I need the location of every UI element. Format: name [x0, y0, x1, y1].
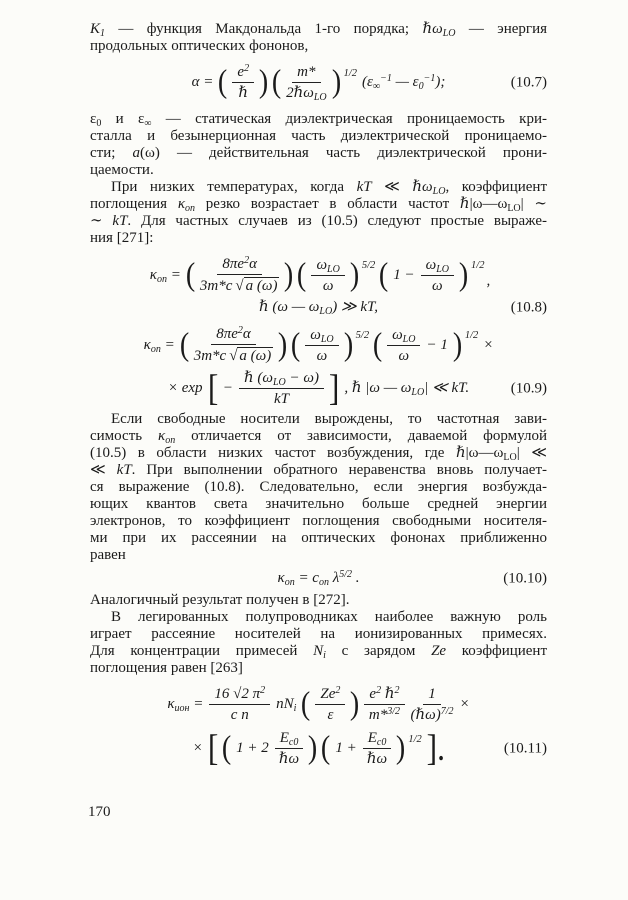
- denominator: ω: [322, 277, 334, 294]
- right-paren: ): [349, 256, 360, 293]
- text-line: поглощения равен [263]: [90, 660, 243, 676]
- right-paren: ): [458, 256, 469, 293]
- equation-10-7: [90, 64, 547, 101]
- equation-number: (10.8): [510, 299, 547, 315]
- term: 1 −: [393, 266, 415, 283]
- left-paren: (: [179, 326, 189, 363]
- equation-number: (10.11): [503, 740, 547, 756]
- fraction: [200, 256, 280, 294]
- text-line: играет рассеяние носителей на ионизированных примесях.: [90, 626, 547, 642]
- exponent: 5/2: [355, 330, 370, 341]
- exponent: 1/2: [464, 330, 479, 341]
- left-paren: (: [271, 64, 282, 100]
- text-line: ющих квантов света значительно больше средней энергии: [90, 496, 547, 512]
- denominator: [194, 345, 274, 364]
- equation-10-11: [90, 686, 547, 767]
- minus-sign: −: [222, 380, 233, 396]
- den-coef: 3m*c: [199, 278, 233, 294]
- left-paren: (: [221, 730, 232, 766]
- numerator: $8\pi e^2\alpha$: [217, 256, 262, 275]
- denominator: ℏω: [366, 751, 388, 767]
- equation-line: [90, 256, 547, 294]
- equation-line: [90, 370, 547, 407]
- text-line: Если свободные носители вырождены, то частотная зави-: [111, 411, 547, 427]
- text-line: симость $\kappa_{оп}$ отличается от зависимости, даваемой формулой: [90, 428, 547, 445]
- text-line: Аналогичный результат получен в [272].: [90, 592, 350, 608]
- equation-number: (10.9): [510, 380, 547, 396]
- numerator: $\omega_{LO}$: [305, 327, 338, 346]
- right-paren: ): [284, 256, 294, 293]
- text-line: Для концентрации примесей $N_i$ с зарядом Ze коэффициент: [90, 643, 547, 660]
- term: 1 + 2: [236, 740, 269, 756]
- paragraph-2: [90, 111, 547, 179]
- numerator: $\omega_{LO}$: [311, 257, 344, 276]
- right-paren: ): [343, 326, 353, 363]
- right-paren: ): [331, 64, 341, 100]
- equation-number: (10.7): [510, 74, 547, 90]
- numerator: $E_{c0}$: [275, 730, 304, 749]
- left-paren: (: [301, 686, 311, 722]
- fraction: [275, 730, 304, 767]
- numerator: $\omega_{LO}$: [387, 327, 420, 346]
- times-sign: ×: [192, 740, 203, 756]
- comma: ,: [486, 273, 491, 289]
- fraction: [364, 686, 404, 723]
- denominator: ω: [316, 347, 328, 364]
- denominator: 2ℏω$_{LO}$: [286, 85, 327, 103]
- numerator: 1: [423, 686, 441, 705]
- right-paren: ): [350, 686, 360, 722]
- text-line: равен: [90, 547, 126, 563]
- equation-condition: [90, 299, 547, 316]
- numerator: 16 √2 $\pi^2$: [209, 686, 270, 705]
- text-line: При низких температурах, когда kT ≪ ℏω$_{LO}$, коэффициент: [111, 179, 547, 196]
- left-paren: (: [291, 326, 301, 363]
- numerator: m*: [292, 64, 320, 83]
- paragraph-6: [90, 609, 547, 677]
- right-paren: ): [258, 64, 269, 100]
- eq-lhs: α =: [191, 74, 214, 90]
- radicand: a (ω): [245, 278, 278, 294]
- fraction: [209, 686, 270, 723]
- fraction: [239, 370, 324, 407]
- denominator: ℏω: [278, 751, 300, 767]
- denominator: ε: [327, 707, 334, 723]
- exponent: 1/2: [343, 68, 358, 79]
- exponent: 5/2: [361, 260, 376, 271]
- denominator: kT: [273, 391, 289, 407]
- fraction: [232, 64, 254, 101]
- denominator: (ℏω)$^{7/2}$: [410, 706, 454, 723]
- left-paren: (: [185, 256, 196, 293]
- denominator: ω: [398, 347, 410, 364]
- condition: , ℏ |ω — $\omega_{LO}|$ ≪ kT.: [344, 380, 470, 398]
- fraction: [311, 257, 344, 294]
- text-line: ся выражение (10.8). Следовательно, если энергия возбужда-: [90, 479, 547, 495]
- text-line: продольных оптических фононов,: [90, 38, 309, 54]
- fraction: [194, 326, 274, 364]
- fraction: [286, 64, 327, 101]
- text-line: сталла и безынерционная часть диэлектрической проницаемо-: [90, 128, 547, 144]
- left-paren: (: [372, 326, 383, 363]
- right-paren: ): [308, 730, 318, 766]
- left-bracket: [: [207, 728, 219, 769]
- right-paren: ): [396, 730, 406, 766]
- equation-10-9: [90, 326, 547, 407]
- fraction: [411, 686, 454, 723]
- right-bracket: ]: [328, 368, 340, 409]
- left-paren: (: [297, 256, 307, 293]
- right-bracket: ].: [426, 728, 445, 769]
- den-coef: 3m*c: [193, 348, 227, 364]
- term: $nN_i$: [276, 696, 297, 714]
- times-sign: ×: [483, 336, 494, 353]
- left-paren: (: [321, 730, 331, 766]
- exponent: 1/2: [408, 734, 422, 745]
- page-number: 170: [88, 804, 111, 820]
- numerator: $\omega_{LO}$: [421, 257, 454, 276]
- left-bracket: [: [207, 368, 218, 409]
- sqrt-icon: √: [229, 348, 238, 364]
- text-line: (10.5) в области низких частот возбуждения, где $\hbar|\omega—\omega_{LO}|$ ≪: [90, 445, 547, 462]
- eq-lhs: $\kappa_{ион}$ =: [167, 696, 204, 714]
- eq-tail: ($\varepsilon_\infty^{-1}$ — $\varepsilon_0^{-1}$);: [362, 73, 446, 92]
- numerator: $8\pi e^2\alpha$: [211, 326, 256, 345]
- paragraph-4: [90, 411, 547, 564]
- text-line: $K_1$ — функция Макдональда 1-го порядка; ℏω$_{LO}$ — энергия: [90, 21, 547, 38]
- equation-line: [90, 64, 547, 101]
- sqrt-icon: √: [235, 278, 244, 294]
- right-paren: ): [278, 326, 288, 363]
- exp-operator: × exp: [167, 380, 203, 396]
- eq-body: $\kappa_{оп} = c_{оп}$ $\lambda^{5/2}$ .: [277, 569, 360, 588]
- text-line: цаемости.: [90, 162, 154, 178]
- fraction: [421, 257, 454, 294]
- fraction: [363, 730, 392, 767]
- text-line: поглощения $\kappa_{оп}$ резко возрастает в области частот $\hbar|\omega—\omega_{LO}|$ ∼: [90, 196, 547, 213]
- numerator: $E_{c0}$: [363, 730, 392, 749]
- text-line: сти; a(ω) — действительная часть диэлектрической прони-: [90, 145, 547, 161]
- term: − 1: [426, 336, 448, 353]
- fraction: [305, 327, 338, 364]
- denominator: m*$^{3/2}$: [368, 706, 401, 723]
- times-sign: ×: [459, 696, 470, 712]
- denominator: c n: [230, 707, 249, 723]
- equation-line: [90, 730, 547, 767]
- text-line: В легированных полупроводниках наиболее важную роль: [111, 609, 547, 625]
- text-line: ми при их рассеянии на оптических фононах приближенно: [90, 530, 547, 546]
- condition: ℏ (ω — $\omega_{LO}$) ≫ kT,: [258, 299, 379, 317]
- equation-line: [90, 326, 547, 364]
- eq-lhs: $\kappa_{оп}$ =: [143, 336, 175, 355]
- left-paren: (: [218, 64, 228, 100]
- equation-line: [90, 570, 547, 587]
- left-paren: (: [379, 256, 389, 293]
- denominator: [200, 275, 280, 294]
- equation-10-10: [90, 570, 547, 587]
- text-line: ∼ kT. Для частных случаев из (10.5) следуют простые выраже-: [90, 213, 547, 229]
- paragraph-3: [90, 179, 547, 247]
- text-line: ≪ kT. При выполнении обратного неравенства вновь получает-: [90, 462, 547, 478]
- eq-lhs: $\kappa_{оп}$ =: [149, 266, 181, 285]
- equation-line: [90, 686, 547, 723]
- equation-number: (10.10): [503, 570, 547, 586]
- paragraph-1: [90, 21, 547, 55]
- paragraph-5: [90, 592, 547, 609]
- denominator: ω: [432, 277, 443, 294]
- numerator: $e^2$: [232, 64, 254, 83]
- fraction: [315, 686, 345, 723]
- numerator: $e^2$ ℏ$^2$: [364, 686, 404, 705]
- radicand: a (ω): [239, 348, 272, 364]
- text-line: $\varepsilon_0$ и $\varepsilon_\infty$ — статическая диэлектрическая проницаемость кри-: [90, 111, 547, 128]
- text-line: ния [271]:: [90, 230, 154, 246]
- term: 1 +: [335, 740, 357, 756]
- numerator: Ze$^2$: [315, 686, 345, 705]
- right-paren: ): [452, 326, 463, 363]
- numerator: ℏ $(\omega_{LO} - \omega)$: [239, 370, 324, 389]
- equation-10-8: [90, 256, 547, 316]
- denominator: ℏ: [238, 85, 249, 101]
- fraction: [387, 327, 420, 364]
- exponent: 1/2: [471, 260, 485, 271]
- text-line: электронов, то коэффициент поглощения свободными носителя-: [90, 513, 547, 529]
